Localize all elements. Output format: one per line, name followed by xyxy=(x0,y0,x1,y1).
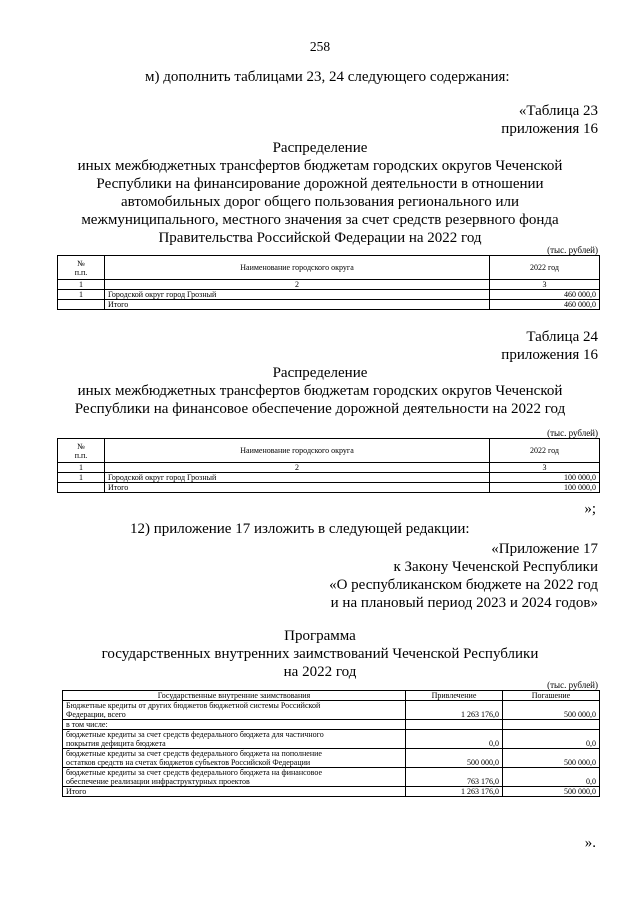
header-no-symbol: № xyxy=(77,441,85,451)
row-name-line: бюджетные кредиты за счет средств федерального бюджета для частичного xyxy=(66,730,324,739)
appendix-line: «О республиканском бюджете на 2022 год xyxy=(329,577,598,593)
header-no-symbol: № xyxy=(77,258,85,268)
program-table xyxy=(62,690,600,797)
row-name xyxy=(63,749,406,768)
table23-header-year: 2022 год xyxy=(490,256,600,280)
row-name-line: покрытия дефицита бюджета xyxy=(66,739,166,748)
table23-label: «Таблица 23 xyxy=(518,103,598,119)
row-out: 0,0 xyxy=(503,768,600,787)
table23-header-name: Наименование городского округа xyxy=(105,256,490,280)
row-in: 0,0 xyxy=(406,730,503,749)
table24-unit: (тыс. рублей) xyxy=(547,428,598,438)
table24-title-line: иных межбюджетных трансфертов бюджетам городских округов Чеченской xyxy=(77,383,563,399)
table24-header-no xyxy=(58,439,105,463)
row-name-line: обеспечение реализации инфраструктурных проектов xyxy=(66,777,250,786)
table24-index-cell: 3 xyxy=(490,463,600,473)
table23-index-cell: 3 xyxy=(490,280,600,290)
row-number: 1 xyxy=(58,290,105,300)
row-out: 0,0 xyxy=(503,730,600,749)
program-title-line: Программа xyxy=(284,628,356,644)
row-in: 1 263 176,0 xyxy=(406,701,503,720)
table23-index-cell: 2 xyxy=(105,280,490,290)
row-name-line: бюджетные кредиты за счет средств федерального бюджета на пополнение xyxy=(66,749,322,758)
table-row xyxy=(63,749,600,768)
header-no-abbr: п.п. xyxy=(74,267,88,277)
table23-unit: (тыс. рублей) xyxy=(547,245,598,255)
row-name xyxy=(63,701,406,720)
table23-title-line: автомобильных дорог общего пользования регионального или xyxy=(121,194,519,210)
program-closing-quote: ». xyxy=(584,835,596,851)
row-in: 763 176,0 xyxy=(406,768,503,787)
page-number: 258 xyxy=(309,39,331,54)
total-row xyxy=(58,483,600,493)
table23-index-cell: 1 xyxy=(58,280,105,290)
appendix-line: и на плановый период 2023 и 2024 годов» xyxy=(330,595,598,611)
table-row xyxy=(63,730,600,749)
table23 xyxy=(57,255,600,310)
row-name: Городской округ город Грозный xyxy=(105,473,490,483)
table-row xyxy=(58,473,600,483)
program-header-in: Привлечение xyxy=(406,691,503,701)
table24-appendix-label: приложения 16 xyxy=(501,347,598,363)
table23-title-line: Республики на финансирование дорожной деятельности в отношении xyxy=(96,176,544,192)
appendix-line: «Приложение 17 xyxy=(491,541,598,557)
table24-header-year: 2022 год xyxy=(490,439,600,463)
table24-closing-quote: »; xyxy=(584,501,596,517)
table24-index-cell: 2 xyxy=(105,463,490,473)
program-title-line: на 2022 год xyxy=(283,664,357,680)
total-label: Итого xyxy=(105,300,490,310)
row-number xyxy=(58,300,105,310)
row-in xyxy=(406,720,503,730)
row-name-line: Бюджетные кредиты от других бюджетов бюджетной системы Российской xyxy=(66,701,321,710)
table-row xyxy=(58,290,600,300)
total-in: 1 263 176,0 xyxy=(406,787,503,797)
total-label: Итого xyxy=(105,483,490,493)
total-row xyxy=(63,787,600,797)
table23-title-line: Распределение xyxy=(272,140,368,156)
row-name xyxy=(63,768,406,787)
row-number xyxy=(58,483,105,493)
table-row xyxy=(63,768,600,787)
row-in: 500 000,0 xyxy=(406,749,503,768)
program-title-line: государственных внутренних заимствований Чеченской Республики xyxy=(101,646,539,662)
table24-title-line: Распределение xyxy=(272,365,368,381)
program-header-out: Погашение xyxy=(503,691,600,701)
program-header-name: Государственные внутренние заимствования xyxy=(63,691,406,701)
row-value: 460 000,0 xyxy=(490,290,600,300)
total-value: 460 000,0 xyxy=(490,300,600,310)
row-name: в том числе: xyxy=(63,720,406,730)
row-name-line: бюджетные кредиты за счет средств федерального бюджета на финансовое xyxy=(66,768,323,777)
table23-title-line: Правительства Российской Федерации на 2022 год xyxy=(158,230,482,246)
table23-header-no xyxy=(58,256,105,280)
row-name-line: Федерации, всего xyxy=(66,710,126,719)
row-name: Городской округ город Грозный xyxy=(105,290,490,300)
item12-paragraph: 12) приложение 17 изложить в следующей редакции: xyxy=(130,521,470,537)
table24-label: Таблица 24 xyxy=(526,329,598,345)
intro-paragraph: м) дополнить таблицами 23, 24 следующего содержания: xyxy=(145,69,510,85)
program-unit: (тыс. рублей) xyxy=(547,680,598,690)
header-no-abbr: п.п. xyxy=(74,450,88,460)
row-out xyxy=(503,720,600,730)
total-value: 100 000,0 xyxy=(490,483,600,493)
table-row xyxy=(63,701,600,720)
row-out: 500 000,0 xyxy=(503,749,600,768)
table24-header-name: Наименование городского округа xyxy=(105,439,490,463)
row-name-line: остатков средств на счетах бюджетов субъектов Российской Федерации xyxy=(66,758,311,767)
table-row xyxy=(63,720,600,730)
total-out: 500 000,0 xyxy=(503,787,600,797)
table24-index-cell: 1 xyxy=(58,463,105,473)
appendix-line: к Закону Чеченской Республики xyxy=(393,559,598,575)
table23-title-line: иных межбюджетных трансфертов бюджетам городских округов Чеченской xyxy=(77,158,563,174)
row-out: 500 000,0 xyxy=(503,701,600,720)
total-label: Итого xyxy=(63,787,406,797)
table24-title-line: Республики на финансовое обеспечение дорожной деятельности на 2022 год xyxy=(74,401,566,417)
total-row xyxy=(58,300,600,310)
row-name xyxy=(63,730,406,749)
table24 xyxy=(57,438,600,493)
row-value: 100 000,0 xyxy=(490,473,600,483)
row-number: 1 xyxy=(58,473,105,483)
table23-appendix-label: приложения 16 xyxy=(501,121,598,137)
table23-title-line: межмуниципального, местного значения за счет средств резервного фонда xyxy=(81,212,559,228)
